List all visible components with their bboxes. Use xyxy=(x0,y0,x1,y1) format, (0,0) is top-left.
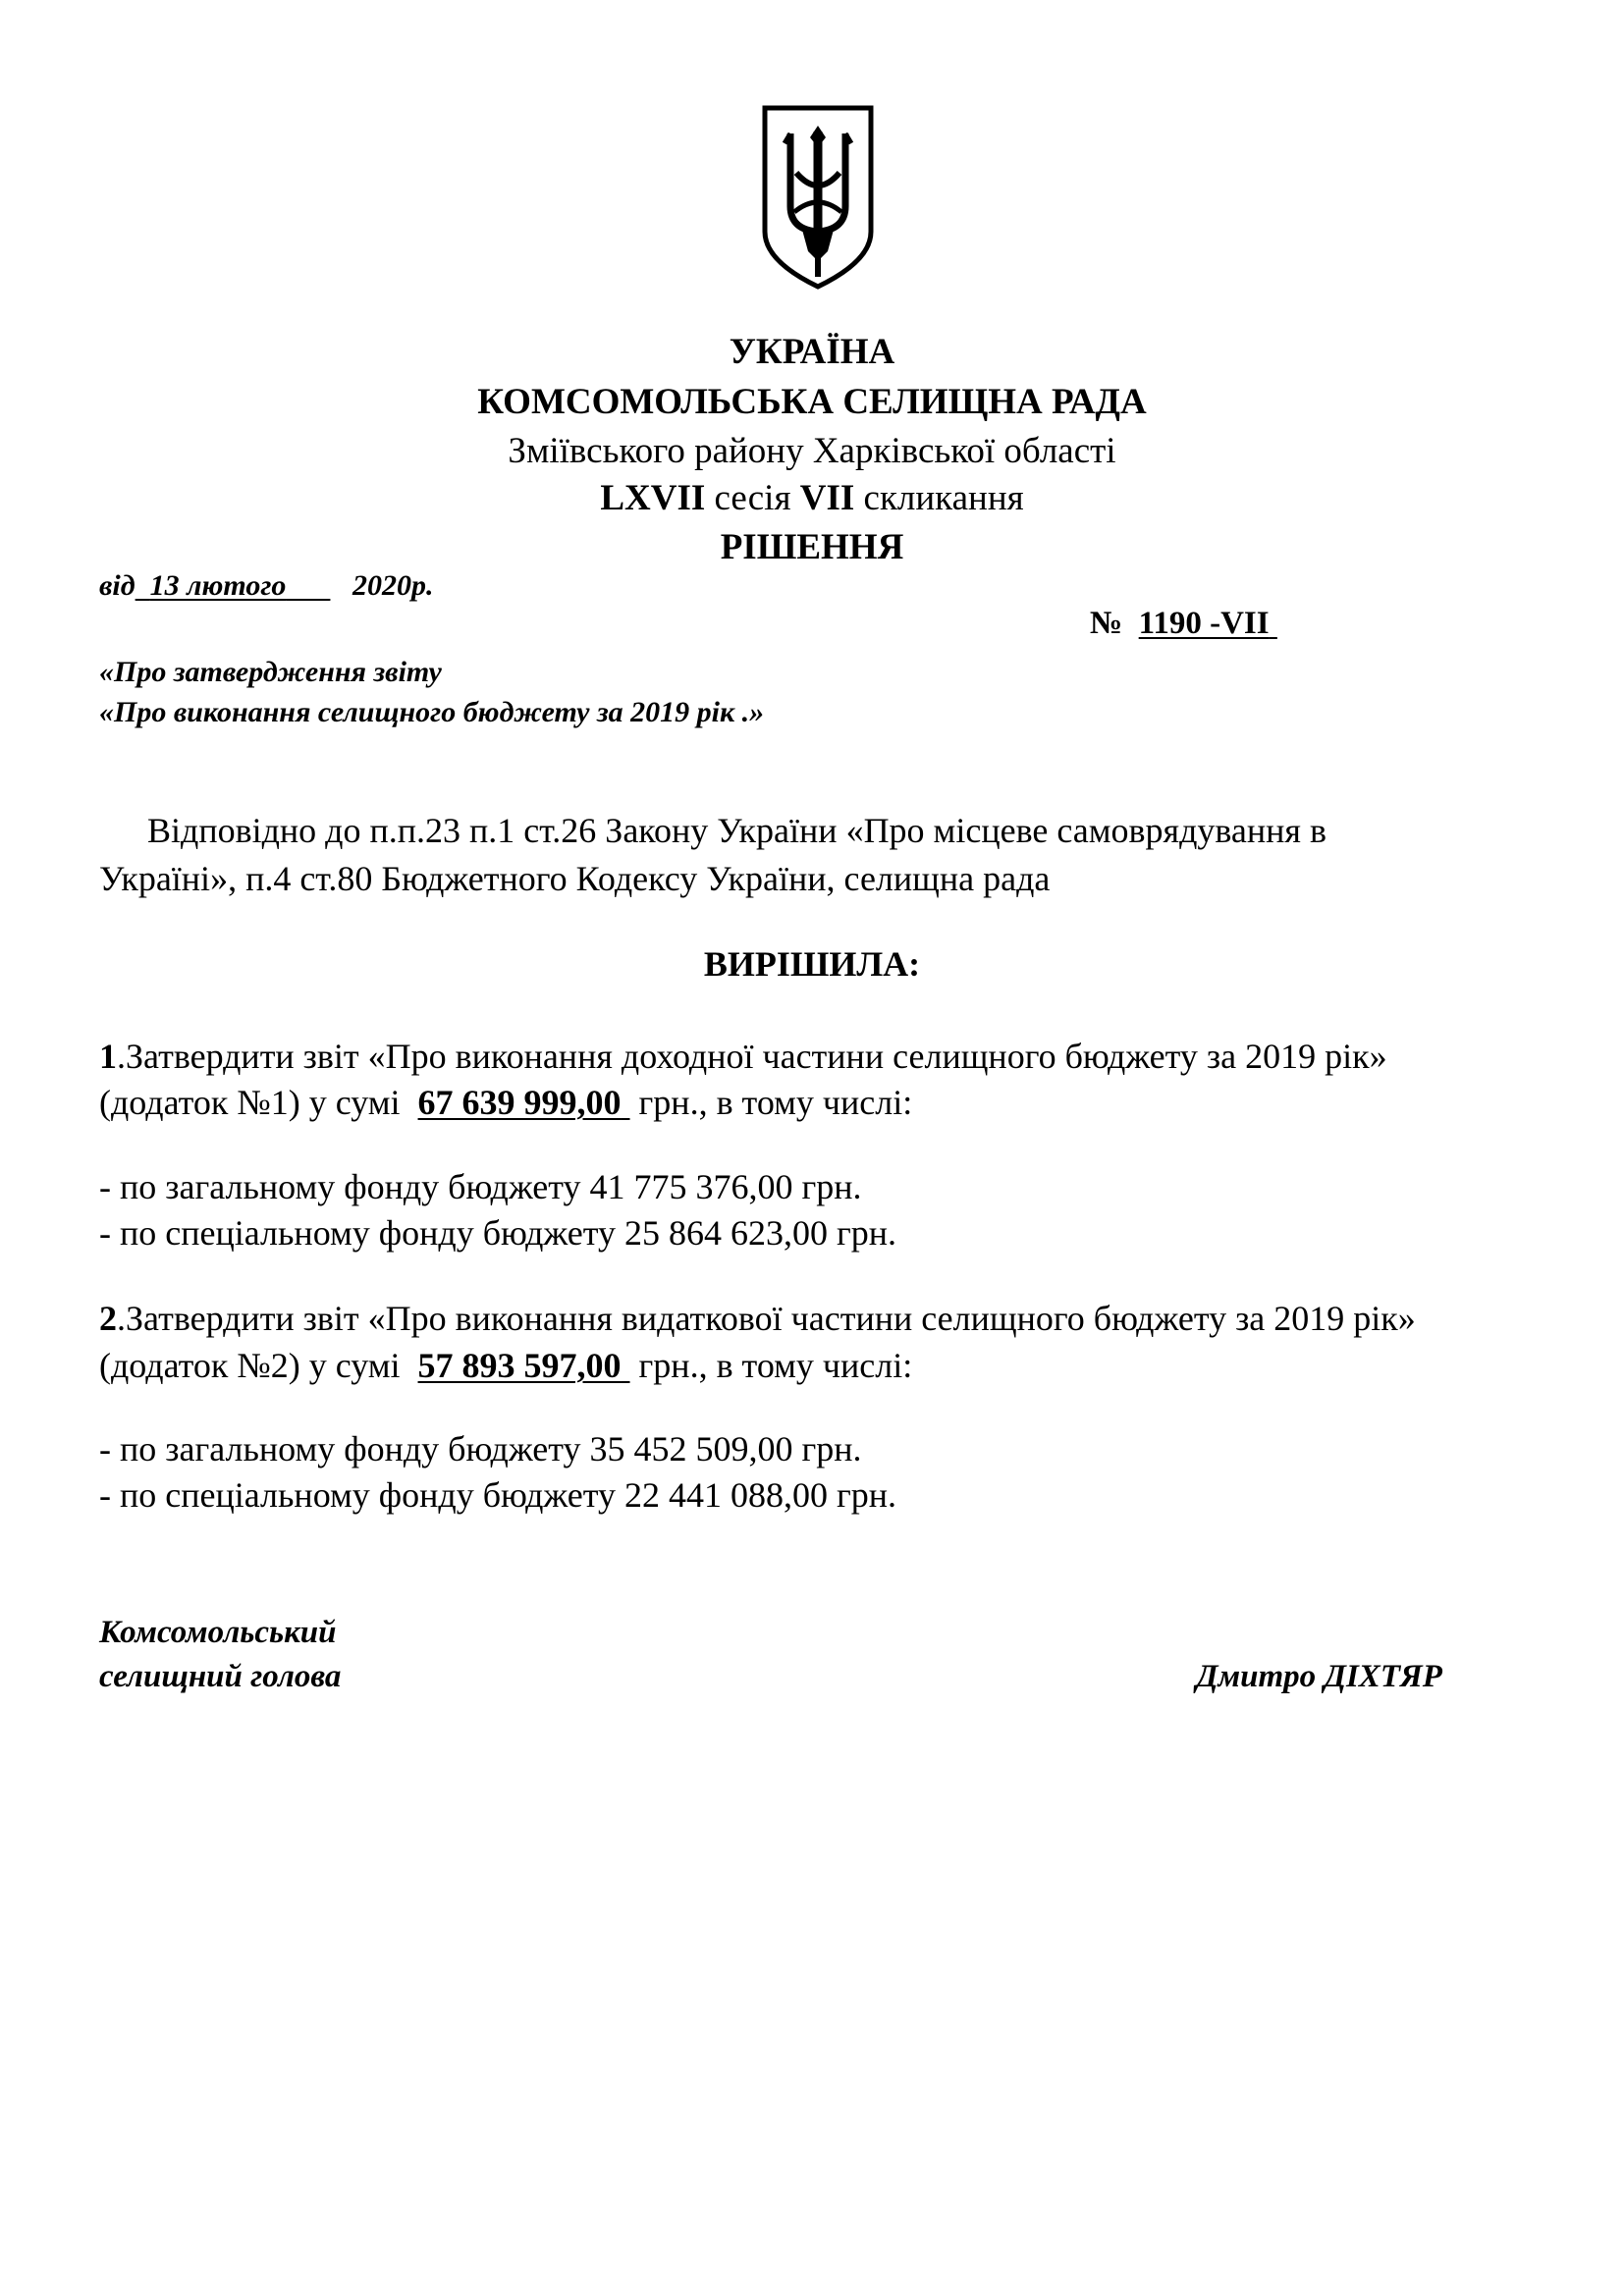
subject-line-1: «Про затвердження звіту xyxy=(99,656,442,688)
item1-line-1 xyxy=(99,1034,1387,1079)
item1-special-fund: - по спеціальному фонду бюджету 25 864 623,00 грн. xyxy=(99,1213,897,1253)
header-council: КОМСОМОЛЬСЬКА СЕЛИЩНА РАДА xyxy=(477,382,1147,422)
date-value: 13 лютого xyxy=(149,569,287,602)
session-number: LXVII xyxy=(600,478,706,518)
item1-text: .Затвердити звіт «Про виконання доходної частини селищного бюджету за 2019 рік» xyxy=(117,1037,1387,1076)
coat-of-arms-icon xyxy=(759,104,877,291)
item1-line-2: (додаток №1) у сумі 67 639 999,00 грн., в тому числі: xyxy=(99,1083,913,1122)
date-year: 2020р. xyxy=(352,569,434,602)
item1-number: 1 xyxy=(99,1037,117,1076)
signatory-title-line-2: селищний голова xyxy=(99,1659,342,1694)
header-country: УКРАЇНА xyxy=(729,332,895,372)
item2-general-fund: - по загальному фонду бюджету 35 452 509,00 грн. xyxy=(99,1429,862,1468)
document-date xyxy=(99,567,433,605)
item2-amount: 57 893 597,00 xyxy=(417,1346,622,1385)
subject-line-2: «Про виконання селищного бюджету за 2019 рік .» xyxy=(99,696,765,728)
preamble-line-2: Україні», п.4 ст.80 Бюджетного Кодексу України, селищна рада xyxy=(99,859,1051,898)
item2-line-2: (додаток №2) у сумі 57 893 597,00 грн., в тому числі: xyxy=(99,1346,913,1385)
date-prefix: від xyxy=(99,569,135,602)
number-sign: № xyxy=(1090,606,1123,641)
convocation-number: VII xyxy=(799,478,855,518)
header-district: Зміївського району Харківської області xyxy=(508,431,1116,471)
header-session xyxy=(0,477,1624,520)
preamble-line-1: Відповідно до п.п.23 п.1 ст.26 Закону України «Про місцеве самоврядування в xyxy=(147,811,1326,850)
session-word: сесія xyxy=(714,478,791,518)
signatory-name: Дмитро ДІХТЯР xyxy=(1196,1659,1442,1694)
item1-amount: 67 639 999,00 xyxy=(417,1083,622,1122)
item2-number: 2 xyxy=(99,1299,117,1338)
document-number xyxy=(1090,604,1277,643)
convocation-word: скликання xyxy=(863,478,1024,518)
item1-general-fund: - по загальному фонду бюджету 41 775 376,00 грн. xyxy=(99,1167,862,1206)
number-value: 1190 -VII xyxy=(1138,606,1270,641)
item2-special-fund: - по спеціальному фонду бюджету 22 441 088,00 грн. xyxy=(99,1475,897,1515)
item2-text: .Затвердити звіт «Про виконання видаткової частини селищного бюджету за 2019 рік» xyxy=(117,1299,1416,1338)
signatory-title-line-1: Комсомольський xyxy=(99,1615,337,1650)
decided-heading: ВИРІШИЛА: xyxy=(703,944,921,984)
item2-line-1 xyxy=(99,1296,1416,1341)
document-type: РІШЕННЯ xyxy=(720,527,904,567)
